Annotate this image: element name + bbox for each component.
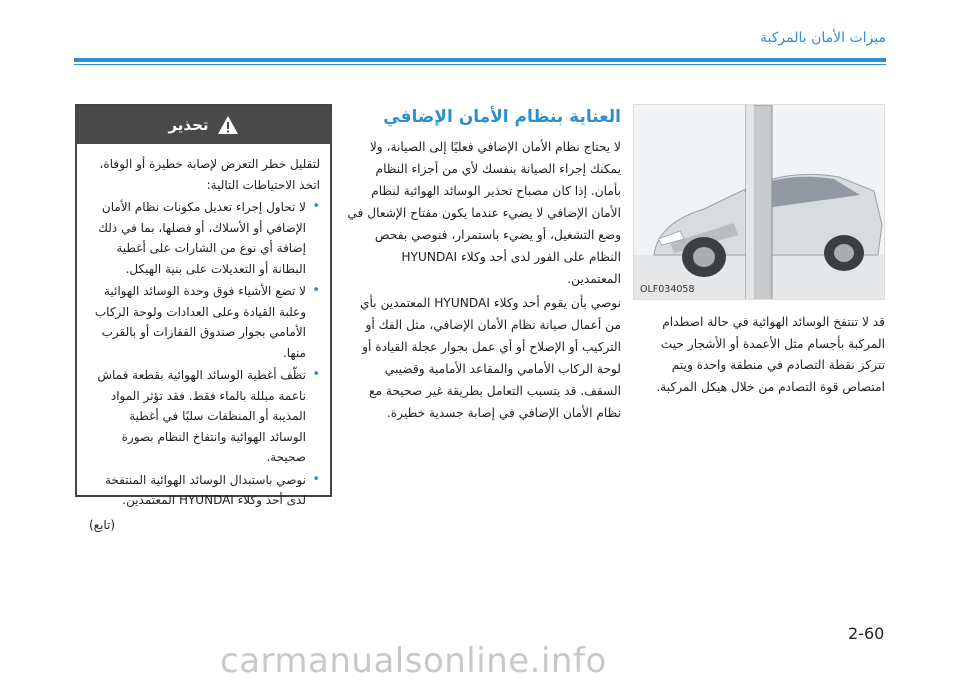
warning-item: • نوصي باستبدال الوسائد الهوائية المنتفخة لدى أحد وكلاء HYUNDAI المعتمدين. [89,470,306,511]
car-pole-illustration [633,104,885,300]
warning-item: • لا تحاول إجراء تعديل مكونات نظام الأمان الإضافي أو الأسلاك، أو فصلها، بما في ذلك إضافة أي نوع من الشارات على أغطية البطانة أو التعديلات على بنية الهيكل. [89,197,306,279]
body-paragraph: قد لا تنتفخ الوسائد الهوائية في حالة اصطدام المركبة بأجسام مثل الأعمدة أو الأشجار حيث تتركز نقطة التصادم في منطقة واحدة ويتم امتصاص قوة التصادم من خلال هيكل المركبة. [656,315,885,394]
care-section [344,104,621,426]
warning-heading-label: تحذير [168,116,209,134]
warning-triangle-icon [217,115,239,135]
body-paragraph: لا يحتاج نظام الأمان الإضافي فعليًا إلى الصيانة، ولا يمكنك إجراء الصيانة بنفسك لأي من أجزاء النظام بأمان. إذا كان مصباح تحذير الوسائد الهوائية لنظام الأمان الإضافي لا يضيء عندما يكون مفتاح الإشعال في وضع التشغيل، أو يضيء باستمرار، فنوصي بفحص النظام على الفور لدى أحد وكلاء HYUNDAI المعتمدين. [347,140,621,286]
collision-note [633,312,885,398]
warning-heading [77,106,330,144]
body-paragraph: نوصي بأن يقوم أحد وكلاء HYUNDAI المعتمدين بأي من أعمال صيانة نظام الأمان الإضافي، مثل الفك أو التركيب أو الإصلاح أو أي عمل بجوار عجلة القيادة أو لوحة الركاب الأمامي والمقاعد الأمامية وقضيبي السقف. قد يتسبب التعامل بطريقة غير صحيحة مع نظام الأمان الإضافي في إصابة جسدية خطيرة. [360,296,621,420]
header-rule [74,58,886,62]
page-number: 2-60 [848,624,885,643]
warning-list [89,197,320,511]
warning-intro: لتقليل خطر التعرض لإصابة خطيرة أو الوفاة، اتخذ الاحتياطات التالية: [99,157,320,192]
section-title: العناية بنظام الأمان الإضافي [383,107,621,127]
watermark: carmanualsonline.info [220,641,607,681]
header-rule-thin [74,64,886,65]
car-illustration-graphic [634,105,885,300]
header-title: ميزات الأمان بالمركبة [760,30,886,46]
warning-box [75,104,332,532]
figure-code: OLF034058 [640,284,695,295]
warning-item: • لا تضع الأشياء فوق وحدة الوسائد الهوائية وعلبة القيادة وعلى العدادات ولوحة الركاب الأمامي بجوار صندوق القفازات أو بالقرب منها. [89,281,306,363]
continued-label: (تابع) [89,517,116,532]
warning-item: • نظّف أغطية الوسائد الهوائية بقطعة قماش ناعمة مبللة بالماء فقط. فقد تؤثر المواد المذيبة أو المنظفات سلبًا في أغطية الوسائد الهوائية وانتفاخ النظام بصورة صحيحة. [89,365,306,468]
